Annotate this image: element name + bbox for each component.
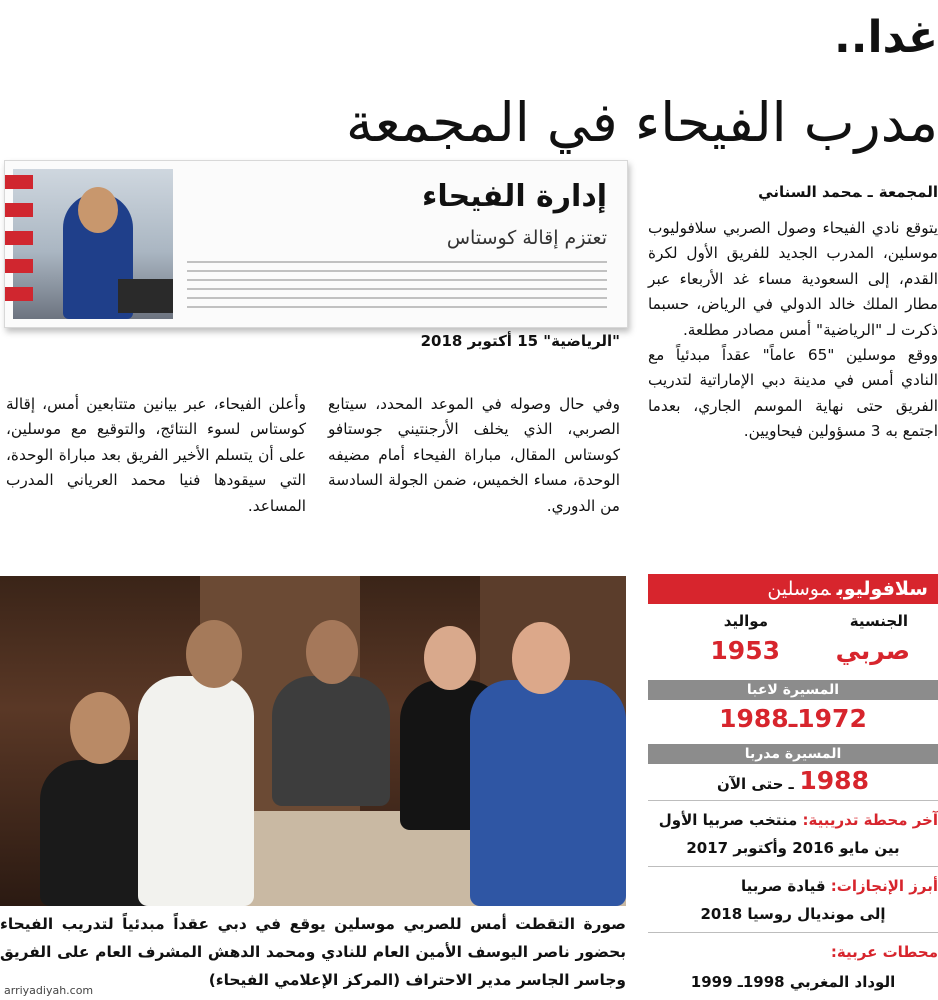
last-job-value: منتخب صربيا الأول bbox=[658, 811, 798, 829]
achievements-label: أبرز الإنجازات: bbox=[830, 877, 938, 895]
byline: المجمعةـمحمد السناني bbox=[758, 183, 938, 201]
byline-author: محمد السناني bbox=[758, 183, 862, 201]
coaching-career-bar: المسيرة مدربا bbox=[648, 744, 938, 764]
arab-stations bbox=[648, 940, 938, 964]
profile-box bbox=[648, 574, 938, 1000]
nationality-value: صربي bbox=[835, 636, 910, 665]
profile-name-bar bbox=[648, 574, 938, 604]
last-job-label: آخر محطة تدريبية: bbox=[802, 811, 938, 829]
arab-stations-label: محطات عربية: bbox=[830, 943, 938, 961]
achievements bbox=[648, 874, 938, 898]
birth-label: مواليد bbox=[723, 612, 768, 630]
achievements-detail: إلى مونديال روسيا 2018 bbox=[700, 905, 886, 923]
clipping-side-tabs bbox=[5, 175, 33, 325]
article-paragraph: وفي حال وصوله في الموعد المحدد، سيتابع الصربي، الذي يخلف الأرجنتيني جوستافو كوستاس المقال، مباراة الفيحاء أمام مضيفه الوحدة، مساء الخميس، ضمن الجولة السادسة من الدوري. bbox=[328, 395, 620, 515]
kicker: غدا.. bbox=[834, 12, 938, 63]
coaching-career bbox=[648, 766, 938, 795]
article-paragraph: ووقع موسلين "65 عاماً" عقداً مبدئياً مع النادي أمس في مدينة دبي الإماراتية لتدريب الفريق حتى نهاية الموسم الجاري، بعدما اجتمع به 3 مسؤولين فيحاويين. bbox=[648, 346, 938, 441]
person-2-head bbox=[186, 620, 242, 688]
article-paragraph: يتوقع نادي الفيحاء وصول الصربي سلافوليوب موسلين، المدرب الجديد للفريق الأول لكرة القدم، إلى السعودية مساء غد الأربعاء عبر مطار الملك خالد الدولي في الرياض، حسبما ذكرت لـ "الرياضية" أمس مصادر مطلعة. bbox=[648, 219, 938, 339]
playing-career bbox=[648, 704, 938, 733]
byline-city: المجمعة bbox=[878, 183, 938, 201]
playing-career-bar: المسيرة لاعبا bbox=[648, 680, 938, 700]
person-1-head bbox=[70, 692, 130, 764]
playing-career-value: 1972ـ1988 bbox=[719, 704, 867, 733]
profile-basic-info bbox=[648, 612, 938, 674]
nationality-label: الجنسية bbox=[849, 612, 908, 630]
article-column-left bbox=[6, 392, 306, 519]
clipping-title: إدارة الفيحاء bbox=[422, 179, 607, 214]
newspaper-clipping bbox=[4, 160, 628, 328]
person-5 bbox=[470, 680, 626, 906]
clipping-photo bbox=[13, 169, 173, 319]
last-job-dates: بين مايو 2016 وأكتوبر 2017 bbox=[686, 839, 900, 857]
article-column-middle bbox=[328, 392, 620, 519]
divider bbox=[648, 866, 938, 867]
last-job bbox=[648, 808, 938, 832]
arab-stations-value: الوداد المغربي 1998ـ 1999 bbox=[690, 973, 896, 991]
laptop bbox=[118, 279, 173, 313]
coaching-career-suffix: ـ حتى الآن bbox=[717, 775, 794, 793]
clipping-body-lines bbox=[187, 261, 607, 313]
headline: مدرب الفيحاء في المجمعة bbox=[345, 91, 938, 154]
person-5-head bbox=[512, 622, 570, 694]
divider bbox=[648, 932, 938, 933]
photo-caption: صورة التقطت أمس للصربي موسلين يوقع في دبي عقداً مبدئياً لتدريب الفيحاء بحضور ناصر اليوسف الأمين العام للنادي ومحمد الدهش المشرف العام على الفريق وجاسر الجاسر مدير الاحتراف (المركز الإعلامي الفيحاء) bbox=[0, 915, 626, 989]
profile-first-name: سلافوليوب bbox=[836, 578, 928, 600]
watermark: arriyadiyah.com bbox=[4, 984, 94, 997]
birth-value: 1953 bbox=[710, 636, 780, 665]
clipping-subtitle: تعتزم إقالة كوستاس bbox=[446, 227, 607, 249]
person-2 bbox=[138, 676, 254, 906]
article-paragraph: وأعلن الفيحاء، عبر بيانين متتابعين أمس، إقالة كوستاس لسوء النتائج، والتوقيع مع موسلين، على أن يتسلم الأخير الفريق بعد مباراة الوحدة، التي سيقودها فنيا محمد العرياني المدرب المساعد. bbox=[6, 395, 306, 515]
person-3-head bbox=[306, 620, 358, 684]
coach-face bbox=[78, 187, 118, 233]
clipping-caption: "الرياضية" 15 أكتوبر 2018 bbox=[420, 332, 620, 350]
article-column-right bbox=[648, 216, 938, 445]
coaching-career-value: 1988 bbox=[799, 766, 869, 795]
signing-photo bbox=[0, 576, 626, 906]
person-4-head bbox=[424, 626, 476, 690]
person-3 bbox=[272, 676, 390, 806]
achievements-value: قيادة صربيا bbox=[740, 877, 826, 895]
profile-last-name: موسلين bbox=[767, 578, 831, 600]
divider bbox=[648, 800, 938, 801]
